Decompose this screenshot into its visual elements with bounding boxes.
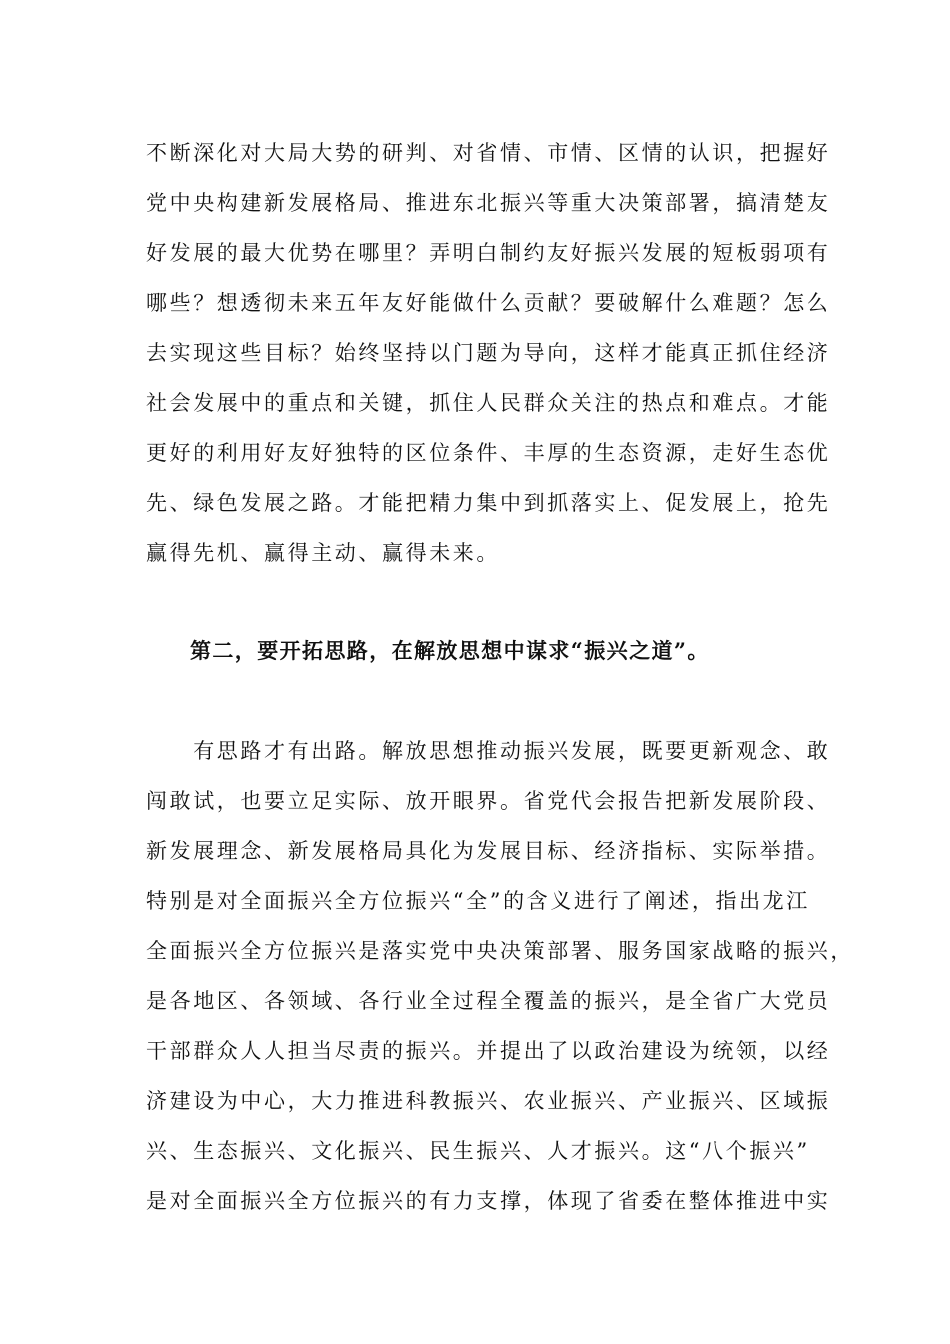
paragraph-1-line: 更好的利用好友好独特的区位条件、丰厚的生态资源，走好生态优 [146,441,831,465]
paragraph-2-line: 新发展理念、新发展格局具化为发展目标、经济指标、实际举措。 [146,839,831,863]
paragraph-2-line: 有思路才有出路。解放思想推动振兴发展，既要更新观念、敢 [146,739,831,763]
paragraph-2-line: 全面振兴全方位振兴是落实党中央决策部署、服务国家战略的振兴， [146,939,854,963]
paragraph-1-line: 哪些？想透彻未来五年友好能做什么贡献？要破解什么难题？怎么 [146,291,831,315]
paragraph-2-line: 是各地区、各领域、各行业全过程全覆盖的振兴，是全省广大党员 [146,989,831,1013]
paragraph-2-line: 兴、生态振兴、文化振兴、民生振兴、人才振兴。这“八个振兴” [146,1139,810,1163]
paragraph-2-line: 特别是对全面振兴全方位振兴“全”的含义进行了阐述，指出龙江 [146,889,810,913]
paragraph-2-line: 干部群众人人担当尽责的振兴。并提出了以政治建设为统领，以经 [146,1039,831,1063]
paragraph-2-line: 闯敢试，也要立足实际、放开眼界。省党代会报告把新发展阶段、 [146,789,831,813]
paragraph-2-line: 济建设为中心，大力推进科教振兴、农业振兴、产业振兴、区域振 [146,1089,831,1113]
paragraph-1-line: 好发展的最大优势在哪里？弄明白制约友好振兴发展的短板弱项有 [146,241,831,265]
paragraph-1-line: 社会发展中的重点和关键，抓住人民群众关注的热点和难点。才能 [146,391,831,415]
paragraph-1-line: 党中央构建新发展格局、推进东北振兴等重大决策部署，搞清楚友 [146,191,831,215]
paragraph-1-line: 赢得先机、赢得主动、赢得未来。 [146,541,500,565]
paragraph-2-line: 是对全面振兴全方位振兴的有力支撑，体现了省委在整体推进中实 [146,1189,831,1213]
paragraph-1-line: 先、绿色发展之路。才能把精力集中到抓落实上、促发展上，抢先 [146,491,831,515]
paragraph-1-line: 不断深化对大局大势的研判、对省情、市情、区情的认识，把握好 [146,141,831,165]
paragraph-1-line: 去实现这些目标？始终坚持以门题为导向，这样才能真正抓住经济 [146,341,831,365]
section-heading: 第二，要开拓思路，在解放思想中谋求“振兴之道”。 [190,638,710,663]
